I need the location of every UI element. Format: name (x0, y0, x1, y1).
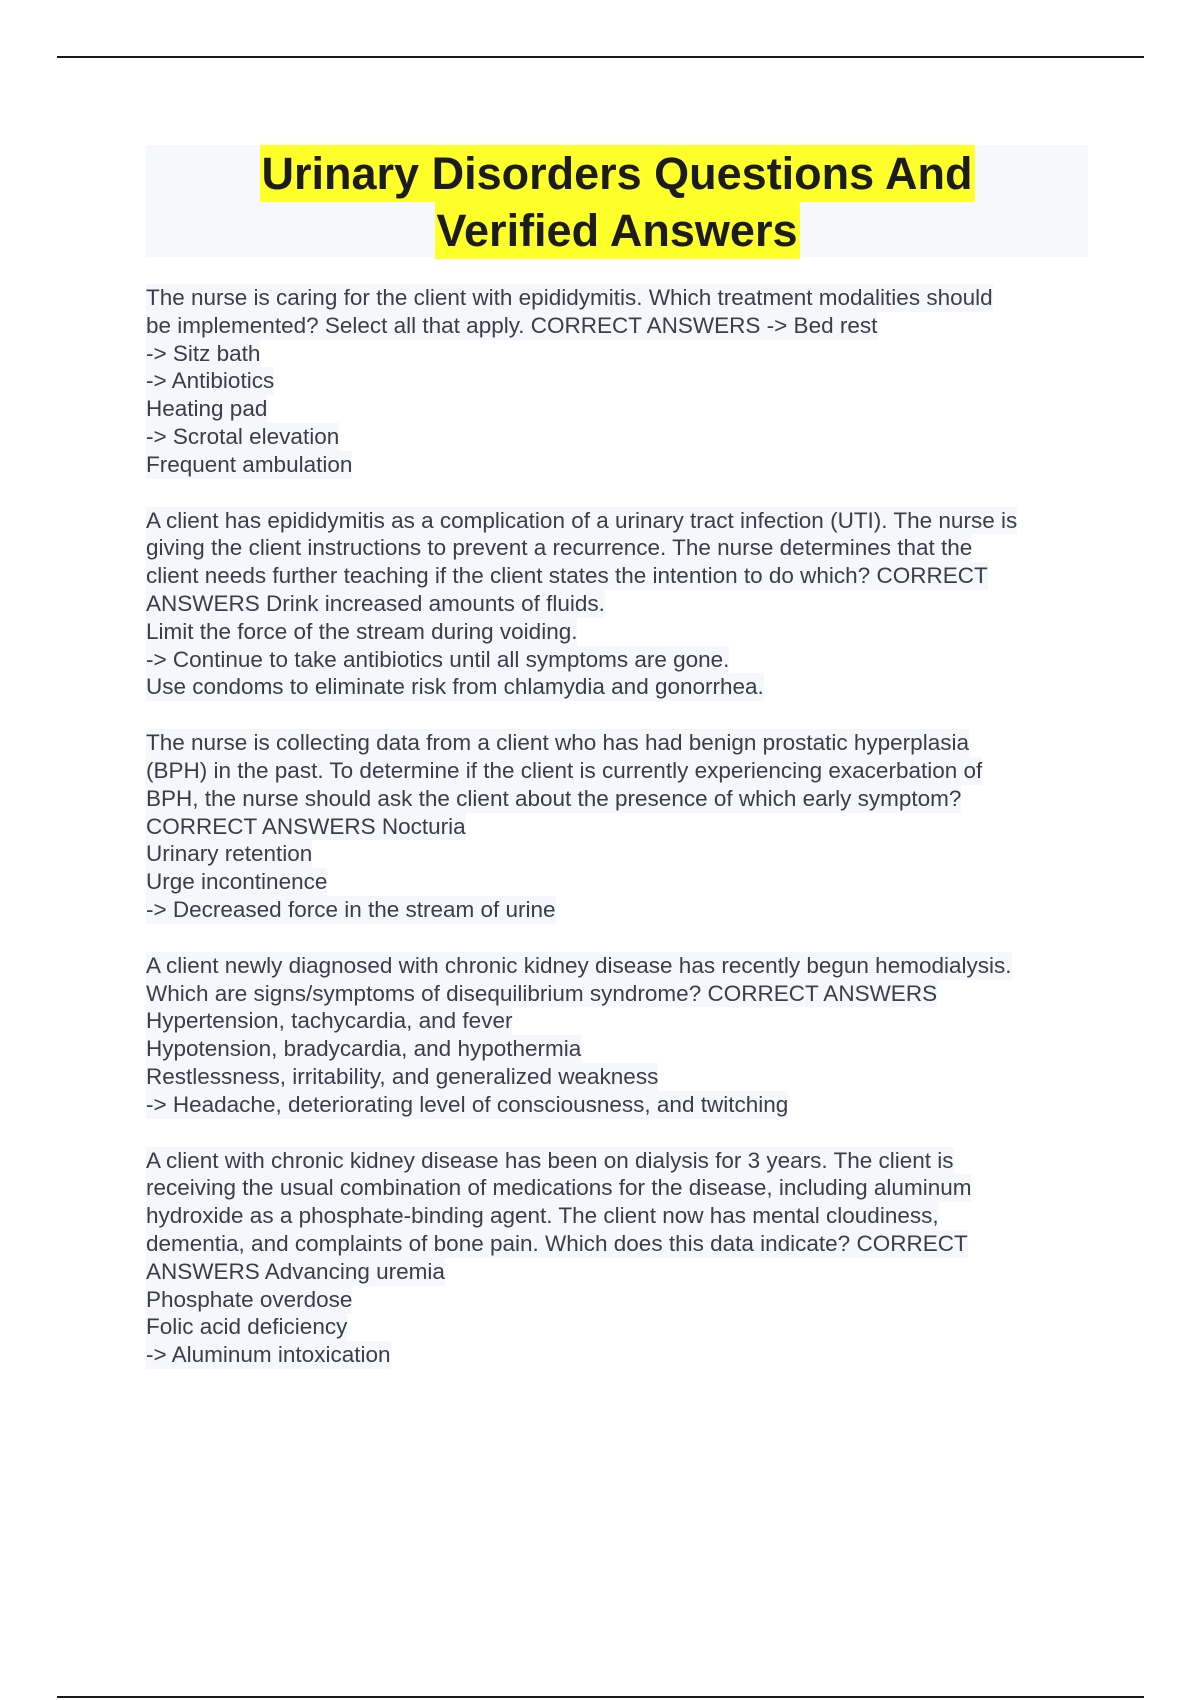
question-5-option-4: -> Aluminum intoxication (146, 1342, 391, 1368)
top-rule (57, 56, 1144, 58)
question-5-line-3: hydroxide as a phosphate-binding agent. The client now has mental cloudiness, (146, 1203, 939, 1229)
question-3-line-1: The nurse is collecting data from a client who has had benign prostatic hyperplasia (146, 730, 969, 756)
question-1-option-1: -> Sitz bath (146, 340, 261, 366)
question-1-option-2: -> Antibiotics (146, 368, 275, 394)
question-5-line-5: ANSWERS Advancing uremia (146, 1258, 445, 1284)
question-block-4 (146, 952, 1106, 1119)
question-3-line-2: (BPH) in the past. To determine if the client is currently experiencing exacerbation of (146, 757, 983, 783)
question-block-1 (146, 284, 1106, 479)
question-1-line-1: The nurse is caring for the client with epididymitis. Which treatment modalities should (146, 285, 993, 310)
question-3-option-2: Urinary retention (146, 841, 313, 867)
question-2-line-3: client needs further teaching if the client states the intention to do which? CORRECT (146, 563, 988, 589)
question-4-line-1: A client newly diagnosed with chronic kidney disease has recently begun hemodialysis. (146, 952, 1012, 978)
question-2-line-1: A client has epididymitis as a complication of a urinary tract infection (UTI). The nurse is (146, 507, 1018, 533)
question-4-option-1: Hypertension, tachycardia, and fever (146, 1008, 513, 1034)
question-5-line-1: A client with chronic kidney disease has been on dialysis for 3 years. The client is (146, 1147, 954, 1173)
question-2-line-2: giving the client instructions to prevent a recurrence. The nurse determines that the (146, 535, 973, 561)
question-2-option-2: Limit the force of the stream during voiding. (146, 618, 578, 644)
question-1-option-3: Heating pad (146, 396, 268, 422)
question-block-5 (146, 1147, 1106, 1369)
question-block-3 (146, 729, 1106, 924)
question-5-line-4: dementia, and complaints of bone pain. Which does this data indicate? CORRECT (146, 1230, 968, 1256)
question-1-line-2: be implemented? Select all that apply. CORRECT ANSWERS -> Bed rest (146, 312, 878, 338)
page-title-line-2: Verified Answers (435, 202, 800, 259)
question-5-line-2: receiving the usual combination of medications for the disease, including aluminum (146, 1175, 972, 1201)
question-3-line-3: BPH, the nurse should ask the client about the presence of which early symptom? (146, 785, 962, 811)
question-1-option-4: -> Scrotal elevation (146, 423, 340, 449)
question-2-option-3: -> Continue to take antibiotics until all symptoms are gone. (146, 646, 730, 672)
question-5-option-2: Phosphate overdose (146, 1286, 353, 1312)
question-block-2 (146, 507, 1106, 702)
question-4-option-2: Hypotension, bradycardia, and hypothermia (146, 1036, 582, 1062)
question-4-option-3: Restlessness, irritability, and generalized weakness (146, 1063, 659, 1089)
question-2-option-4: Use condoms to eliminate risk from chlamydia and gonorrhea. (146, 674, 764, 700)
bottom-rule (57, 1696, 1144, 1698)
title-block (146, 145, 1088, 257)
question-3-option-3: Urge incontinence (146, 869, 328, 895)
questions-list (146, 284, 1106, 1397)
question-3-line-4: CORRECT ANSWERS Nocturia (146, 813, 466, 839)
question-4-option-4: -> Headache, deteriorating level of consciousness, and twitching (146, 1091, 789, 1117)
page-title-line-1: Urinary Disorders Questions And (260, 145, 975, 202)
question-1-option-5: Frequent ambulation (146, 451, 353, 477)
question-5-option-3: Folic acid deficiency (146, 1314, 348, 1340)
question-2-line-4: ANSWERS Drink increased amounts of fluids. (146, 590, 605, 616)
question-4-line-2: Which are signs/symptoms of disequilibrium syndrome? CORRECT ANSWERS (146, 980, 938, 1006)
question-3-option-4: -> Decreased force in the stream of urine (146, 896, 556, 922)
